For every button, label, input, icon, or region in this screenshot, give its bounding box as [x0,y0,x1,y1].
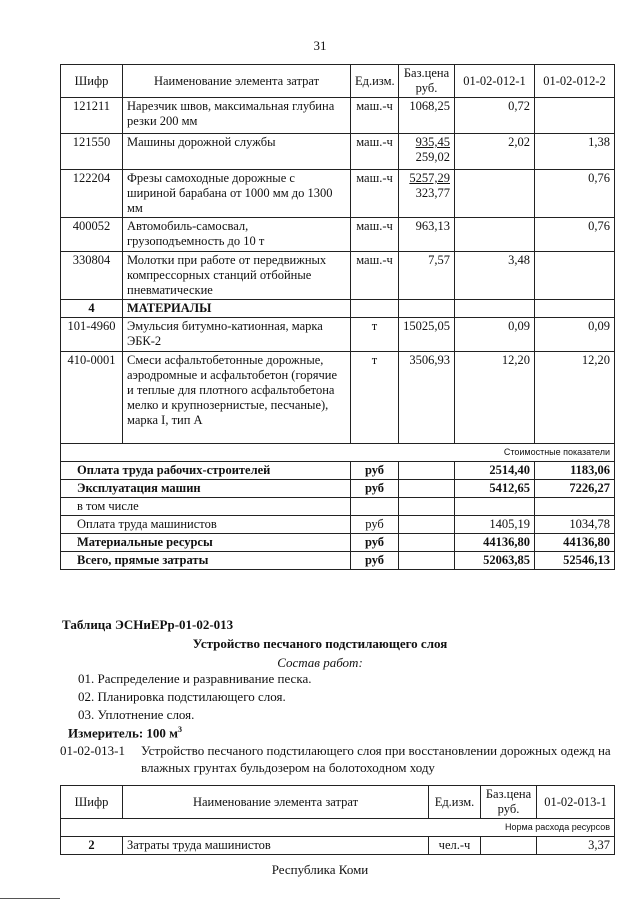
total-value-2 [535,498,615,516]
cell-unit: маш.-ч [351,98,399,134]
cell-value-2: 12,20 [535,352,615,444]
total-label: Эксплуатация машин [61,480,351,498]
section-title: Устройство песчаного подстилающего слоя [192,636,448,651]
total-value-2: 7226,27 [535,480,615,498]
page-number: 31 [313,38,327,53]
header-code: Шифр [61,786,123,819]
cell-value-1: 12,20 [455,352,535,444]
cell-name: Автомобиль-самосвал, грузоподъемность до 10 т [123,218,351,252]
total-value-1: 52063,85 [455,552,535,570]
cell-unit: т [351,352,399,444]
cost-header: Стоимостные показатели [61,444,615,462]
header-name: Наименование элемента затрат [123,65,351,98]
page-footer: Республика Коми [271,862,369,877]
cell-value-1 [455,170,535,218]
total-label: в том числе [61,498,351,516]
price-alt: 323,77 [415,186,450,200]
cell-price [399,134,455,170]
cell-value-2: 0,76 [535,218,615,252]
resource-table-01-02-012 [60,64,615,570]
cell-value-1 [455,218,535,252]
header-col-1: 01-02-013-1 [537,786,615,819]
total-unit: руб [351,516,399,534]
header-code: Шифр [61,65,123,98]
work-item: 03. Уплотнение слоя. [78,707,195,722]
cell-price [399,170,455,218]
cell-unit: маш.-ч [351,134,399,170]
section-code: 4 [61,300,123,318]
cell-value-2: 0,09 [535,318,615,352]
total-value-2: 1034,78 [535,516,615,534]
header-base-price: Баз.цена руб. [481,786,537,819]
header-unit: Ед.изм. [429,786,481,819]
total-unit: руб [351,462,399,480]
cell-code: 121211 [61,98,123,134]
cell-value-1: 0,09 [455,318,535,352]
cell-value-2 [535,252,615,300]
total-label: Оплата труда машинистов [61,516,351,534]
cell-value-1: 3,48 [455,252,535,300]
cell-price: 1068,25 [399,98,455,134]
total-value-2: 44136,80 [535,534,615,552]
meter-text: Измеритель: 100 м [68,725,179,741]
total-unit: руб [351,480,399,498]
total-value-1: 44136,80 [455,534,535,552]
total-unit: руб [351,552,399,570]
cell-code: 410-0001 [61,352,123,444]
cell-unit: маш.-ч [351,170,399,218]
table-row [61,218,615,252]
table-label: Таблица ЭСНиЕРр-01-02-013 [62,617,234,632]
cell-name: Машины дорожной службы [123,134,351,170]
norm-header: Норма расхода ресурсов [61,819,615,837]
cell-price: 3506,93 [399,352,455,444]
totals-row [61,552,615,570]
item-code: 01-02-013-1 [60,743,125,758]
cell-price: 15025,05 [399,318,455,352]
bottom-rule [0,898,60,899]
cell-name: Молотки при работе от передвижных компрессорных станций отбойные пневматические [123,252,351,300]
cell-code: 122204 [61,170,123,218]
total-label: Всего, прямые затраты [61,552,351,570]
cost-header-row [61,444,615,462]
total-value-1 [455,498,535,516]
total-value-1: 2514,40 [455,462,535,480]
cell-name: Фрезы самоходные дорожные с шириной барабана от 1000 мм до 1300 мм [123,170,351,218]
cell-price: 963,13 [399,218,455,252]
total-label: Материальные ресурсы [61,534,351,552]
cell-code: 330804 [61,252,123,300]
total-unit: руб [351,534,399,552]
total-value-2: 1183,06 [535,462,615,480]
price-current: 935,45 [415,135,450,149]
header-name: Наименование элемента затрат [123,786,429,819]
price-alt: 259,02 [415,150,450,164]
cell-value-2: 1,38 [535,134,615,170]
header-base-price: Баз.цена руб. [399,65,455,98]
totals-row [61,516,615,534]
cell-name: Смеси асфальтобетонные дорожные, аэродромные и асфальтобетон (горячие и теплые для плотного асфальтобетона мелко и крупнозернистые, песчаные), марка I, тип А [123,352,351,444]
cell-unit: маш.-ч [351,252,399,300]
item-description-line-2: влажных грунтах бульдозером на болотоходном ходу [141,760,435,775]
table-row [61,98,615,134]
totals-row [61,462,615,480]
totals-row [61,534,615,552]
table-row [61,352,615,444]
cell-value-2 [535,98,615,134]
totals-row [61,498,615,516]
total-label: Оплата труда рабочих-строителей [61,462,351,480]
cell-unit: чел.-ч [429,837,481,855]
cell-value-1: 2,02 [455,134,535,170]
meter-label [68,725,182,741]
works-title: Состав работ: [277,655,363,670]
cell-name: Эмульсия битумно-катионная, марка ЭБК-2 [123,318,351,352]
item-description-line-1: Устройство песчаного подстилающего слоя при восстановлении дорожных одежд на [141,743,611,758]
total-value-2: 52546,13 [535,552,615,570]
cell-price: 7,57 [399,252,455,300]
total-value-1: 5412,65 [455,480,535,498]
total-value-1: 1405,19 [455,516,535,534]
cell-value-1: 0,72 [455,98,535,134]
price-current: 5257,29 [409,171,450,185]
cell-name: Затраты труда машинистов [123,837,429,855]
table-row [61,170,615,218]
cell-unit: маш.-ч [351,218,399,252]
cell-price [481,837,537,855]
table-row [61,837,615,855]
resource-table-01-02-013 [60,785,615,855]
section-row [61,300,615,318]
total-unit [351,498,399,516]
section-title: МАТЕРИАЛЫ [123,300,351,318]
totals-row [61,480,615,498]
table-row [61,318,615,352]
cell-unit: т [351,318,399,352]
cell-name: Нарезчик швов, максимальная глубина резки 200 мм [123,98,351,134]
meter-sup: 3 [178,725,183,734]
cell-code: 2 [61,837,123,855]
header-col-2: 01-02-012-2 [535,65,615,98]
work-item: 01. Распределение и разравнивание песка. [78,671,312,686]
table-row [61,252,615,300]
cell-code: 400052 [61,218,123,252]
header-unit: Ед.изм. [351,65,399,98]
cell-value-1: 3,37 [537,837,615,855]
header-col-1: 01-02-012-1 [455,65,535,98]
cell-value-2: 0,76 [535,170,615,218]
table-row [61,134,615,170]
cell-code: 101-4960 [61,318,123,352]
cell-code: 121550 [61,134,123,170]
work-item: 02. Планировка подстилающего слоя. [78,689,286,704]
